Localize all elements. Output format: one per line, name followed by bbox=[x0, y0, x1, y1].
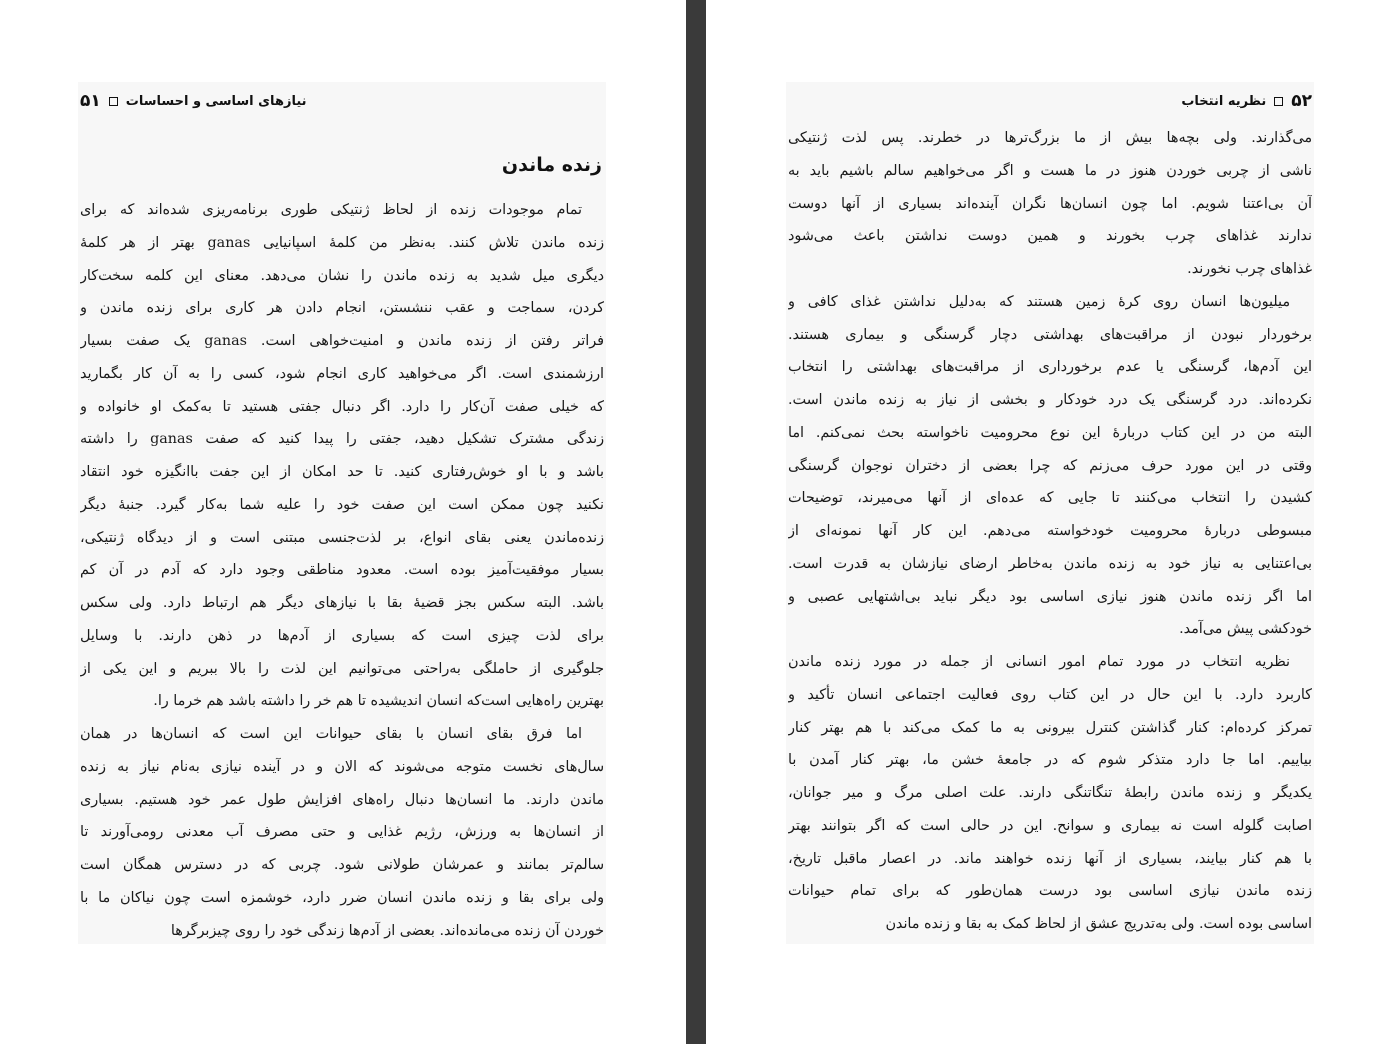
right-page-header bbox=[788, 90, 1312, 112]
text-line: سال‌های نخست متوجه می‌شوند که الان و در آینده نیازی به‌نام نیاز به زنده bbox=[80, 758, 604, 775]
right-running-title: نظریه انتخاب bbox=[1181, 93, 1267, 109]
book-spine-divider bbox=[686, 0, 706, 1044]
text-line: زنده ماندن تلاش کنند. به‌نظر من کلمهٔ اسپانیایی ganas بهتر از هر کلمهٔ bbox=[80, 234, 604, 251]
text-line: غذاهای چرب نخورند. bbox=[1187, 261, 1312, 277]
text-line: نکرده‌اند. درد گرسنگی یک درد خودکار و بخشی از نیاز به زنده ماندن است. bbox=[788, 392, 1312, 408]
text-line: برای لذت چیزی است که بسیاری از آدم‌ها در ذهن دارند. با وسایل bbox=[80, 627, 604, 644]
text-line: مبسوطی دربارهٔ محرومیت خودخواسته می‌دهم. این کار آنها نمونه‌ای از bbox=[788, 523, 1312, 539]
text-line: فراتر رفتن از زنده ماندن و امنیت‌خواهی است. ganas یک صفت بسیار bbox=[80, 333, 604, 349]
text-line: آن بی‌اعتنا شویم. اما چون انسان‌ها نگران آینده‌اند بسیاری از آنها دوست bbox=[788, 195, 1312, 212]
text-line: این آدم‌ها، گرسنگی یا عدم برخورداری از مراقبت‌های بهداشتی را انتخاب bbox=[788, 359, 1312, 376]
text-line: زنده‌ماندن یعنی بقای انواع، بر لذت‌جنسی مبتنی است و از دیدگاه ژنتیکی، bbox=[80, 529, 604, 546]
text-line: کاربرد دارد. با این حال در این کتاب روی فعالیت اجتماعی انسان تأکید و bbox=[788, 686, 1312, 703]
text-line: ولی برای بقا و زنده ماندن انسان ضرر دارد، خوشمزه است چون نیاکان ما با bbox=[80, 889, 604, 906]
text-line: بسیار موفقیت‌آمیز بوده است. معدود مناطقی وجود دارد که آدم در آن کم bbox=[80, 562, 604, 579]
text-line: ندارند غذاهای چرب بخورند و همین دوست نداشتن باعث می‌شود bbox=[788, 228, 1312, 245]
text-line: ناشی از چربی خوردن هنوز در ما هست و اگر می‌خواهیم سالم باشیم باید به bbox=[788, 162, 1312, 179]
left-page bbox=[0, 0, 686, 1044]
section-title: زنده ماندن bbox=[501, 154, 602, 176]
text-line: ارزشمندی است. اگر می‌خواهید کاری انجام شود، کسی را به آن کار بگمارید bbox=[80, 365, 604, 382]
text-line: تمام موجودات زنده از لحاظ ژنتیکی طوری برنامه‌ریزی شده‌اند که برای bbox=[80, 202, 582, 218]
left-page-header bbox=[80, 90, 604, 112]
left-running-title: نیازهای اساسی و احساسات bbox=[125, 93, 307, 109]
square-ornament-icon bbox=[109, 97, 118, 106]
text-line: خودکشی پیش می‌آمد. bbox=[1179, 621, 1312, 638]
text-line: با هم کنار بیایند، بسیاری از آنها زنده خواهند ماند. در اعصار ماقبل تاریخ، bbox=[788, 850, 1312, 867]
text-line: کردن، سماجت و عقب ننشستن، انجام دادن هر کاری برای زنده ماندن و bbox=[80, 300, 604, 317]
text-line: کشیدن را انتخاب می‌کنند تا جایی که عده‌ای از آنها می‌میرند، توضیحات bbox=[788, 490, 1312, 507]
text-line: یکدیگر و زنده ماندن رابطهٔ تنگاتنگی دارند. علت اصلی مرگ و میر جوانان، bbox=[788, 785, 1312, 801]
text-line: نکنید چون ممکن است این صفت خود را علیه شما به‌کار گیرد. جنبهٔ دیگر bbox=[80, 496, 604, 513]
text-line: زنده ماندن نیازی اساسی بود درست همان‌طور که برای تمام حیوانات bbox=[788, 883, 1312, 900]
text-line: جلوگیری از حاملگی به‌راحتی می‌توانیم این لذت را بالا ببریم و این یکی از bbox=[80, 660, 604, 677]
right-page-number: ۵۲ bbox=[1291, 91, 1312, 111]
text-line: ماندن دارند. ما انسان‌ها دنبال راه‌های افزایش طول عمر خود هستیم. بسیاری bbox=[80, 791, 604, 808]
text-line: نظریه انتخاب در مورد تمام امور انسانی از جمله در مورد زنده ماندن bbox=[788, 654, 1290, 670]
text-line: برخوردار نبودن از مراقبت‌های بهداشتی دچار گرسنگی و بیماری هستند. bbox=[788, 326, 1312, 343]
text-line: تمرکز کرده‌ام: کنار گذاشتن کنترل بیرونی به ما کمک می‌کند با هم بهتر کنار bbox=[788, 719, 1312, 736]
text-line: اصابت گلوله است نه بیماری و سوانح. این در حالی است که اگر بتوانند بهتر bbox=[788, 817, 1312, 834]
text-line: می‌گذارند. ولی بچه‌ها بیش از ما بزرگ‌ترها در خطرند. پس لذت ژنتیکی bbox=[788, 130, 1312, 146]
text-line: اما اگر زنده ماندن هنوز نیازی اساسی بود دیگر نباید بی‌اشتهایی عصبی و bbox=[788, 588, 1312, 605]
text-line: از انسان‌ها به ورزش، رژیم غذایی و حتی مصرف آب معدنی رومی‌آورند تا bbox=[80, 824, 604, 841]
square-ornament-icon bbox=[1274, 97, 1283, 106]
text-line: خوردن آن زنده می‌مانده‌اند. بعضی از آدم‌ها زندگی خود را روی چیزبرگرها bbox=[170, 922, 604, 939]
text-line: که خیلی صفت آن‌کار را دارد. اگر دنبال جفتی هستید تا به‌کمک او خانواده و bbox=[80, 398, 604, 415]
text-line: البته من در این کتاب دربارهٔ این نوع محرومیت ناخواسته بحث نمی‌کنم. اما bbox=[788, 424, 1312, 441]
text-line: میلیون‌ها انسان روی کرهٔ زمین هستند که به‌دلیل نداشتن غذای کافی و bbox=[788, 293, 1290, 310]
text-line: باشد. البته سکس بجز قضیهٔ بقا با نیازهای دیگر هم ارتباط دارد. ولی سکس bbox=[80, 595, 604, 611]
left-page-number: ۵۱ bbox=[80, 91, 101, 111]
text-line: اساسی بوده است. ولی به‌تدریج عشق از لحاظ کمک به بقا و زنده ماندن bbox=[885, 916, 1312, 932]
left-text-block bbox=[78, 82, 606, 944]
text-line: زندگی مشترک تشکیل دهید، جفتی را پیدا کنید که صفت ganas را داشته bbox=[80, 431, 604, 448]
text-line: وقتی در این مورد حرف می‌زنم که چرا بعضی از دختران نوجوان گرسنگی bbox=[788, 457, 1312, 474]
text-line: اما فرق بقای انسان با بقای حیوانات این است که انسان‌ها در همان bbox=[80, 726, 582, 742]
text-line: دیگری میل شدید به زنده ماندن را نشان می‌دهد. معنای این کلمه سخت‌کار bbox=[80, 267, 604, 284]
right-text-block bbox=[786, 82, 1314, 944]
right-page bbox=[706, 0, 1387, 1044]
text-line: سالم‌تر بمانند و عمرشان طولانی شود. چربی که در دسترس همگان است bbox=[80, 857, 604, 873]
text-line: باشد و با او خوش‌رفتاری کنید. تا حد امکان از این جفت باانگیزه خود انتقاد bbox=[80, 464, 604, 480]
text-line: بی‌اعتنایی به نیاز خود به زنده ماندن به‌خاطر ارضای نیازشان به قدرت است. bbox=[788, 555, 1312, 572]
text-line: بیاییم. اما جا دارد متذکر شوم که در جامعهٔ خشن ما، بهتر کنار آمدن با bbox=[788, 752, 1312, 769]
text-line: بهترین راه‌هایی است‌که انسان اندیشیده تا هم خر را داشته باشد هم خرما را. bbox=[153, 693, 604, 710]
